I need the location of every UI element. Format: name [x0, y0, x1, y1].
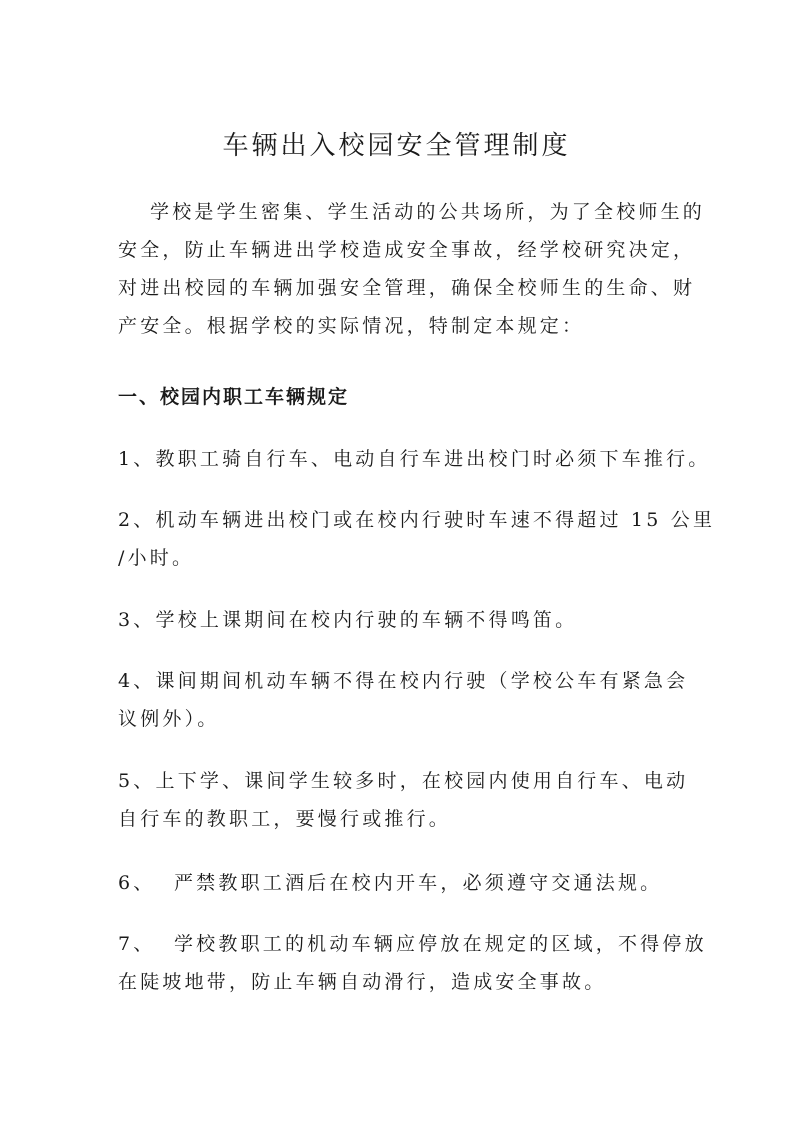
- intro-line: 学校是学生密集、学生活动的公共场所，为了全校师生的: [150, 201, 706, 223]
- rule-line: 1、教职工骑自行车、电动自行车进出校门时必须下车推行。: [118, 448, 711, 470]
- rule-line: 5、上下学、课间学生较多时，在校园内使用自行车、电动: [118, 770, 689, 792]
- rule-line: 2、机动车辆进出校门或在校内行驶时车速不得超过 15 公里: [118, 509, 716, 531]
- intro-line: 产安全。根据学校的实际情况，特制定本规定：: [118, 315, 585, 337]
- section-heading: 一、校园内职工车辆规定: [118, 386, 350, 408]
- document-title: 车辆出入校园安全管理制度: [222, 131, 571, 161]
- rule-line: 4、课间期间机动车辆不得在校内行驶（学校公车有紧急会: [118, 670, 689, 692]
- intro-line: 对进出校园的车辆加强安全管理，确保全校师生的生命、财: [118, 277, 696, 299]
- rule-line: 3、学校上课期间在校内行驶的车辆不得鸣笛。: [118, 609, 578, 631]
- rule-line: 议例外）。: [118, 708, 220, 730]
- rule-line: 自行车的教职工，要慢行或推行。: [118, 808, 452, 830]
- rule-line: 在陡坡地带，防止车辆自动滑行，造成安全事故。: [118, 971, 607, 993]
- rule-line: /小时。: [118, 547, 195, 569]
- intro-line: 安全，防止车辆进出学校造成安全事故，经学校研究决定，: [118, 239, 696, 261]
- rule-line: 7、 学校教职工的机动车辆应停放在规定的区域，不得停放: [118, 933, 707, 955]
- rule-line: 6、 严禁教职工酒后在校内开车，必须遵守交通法规。: [118, 872, 663, 894]
